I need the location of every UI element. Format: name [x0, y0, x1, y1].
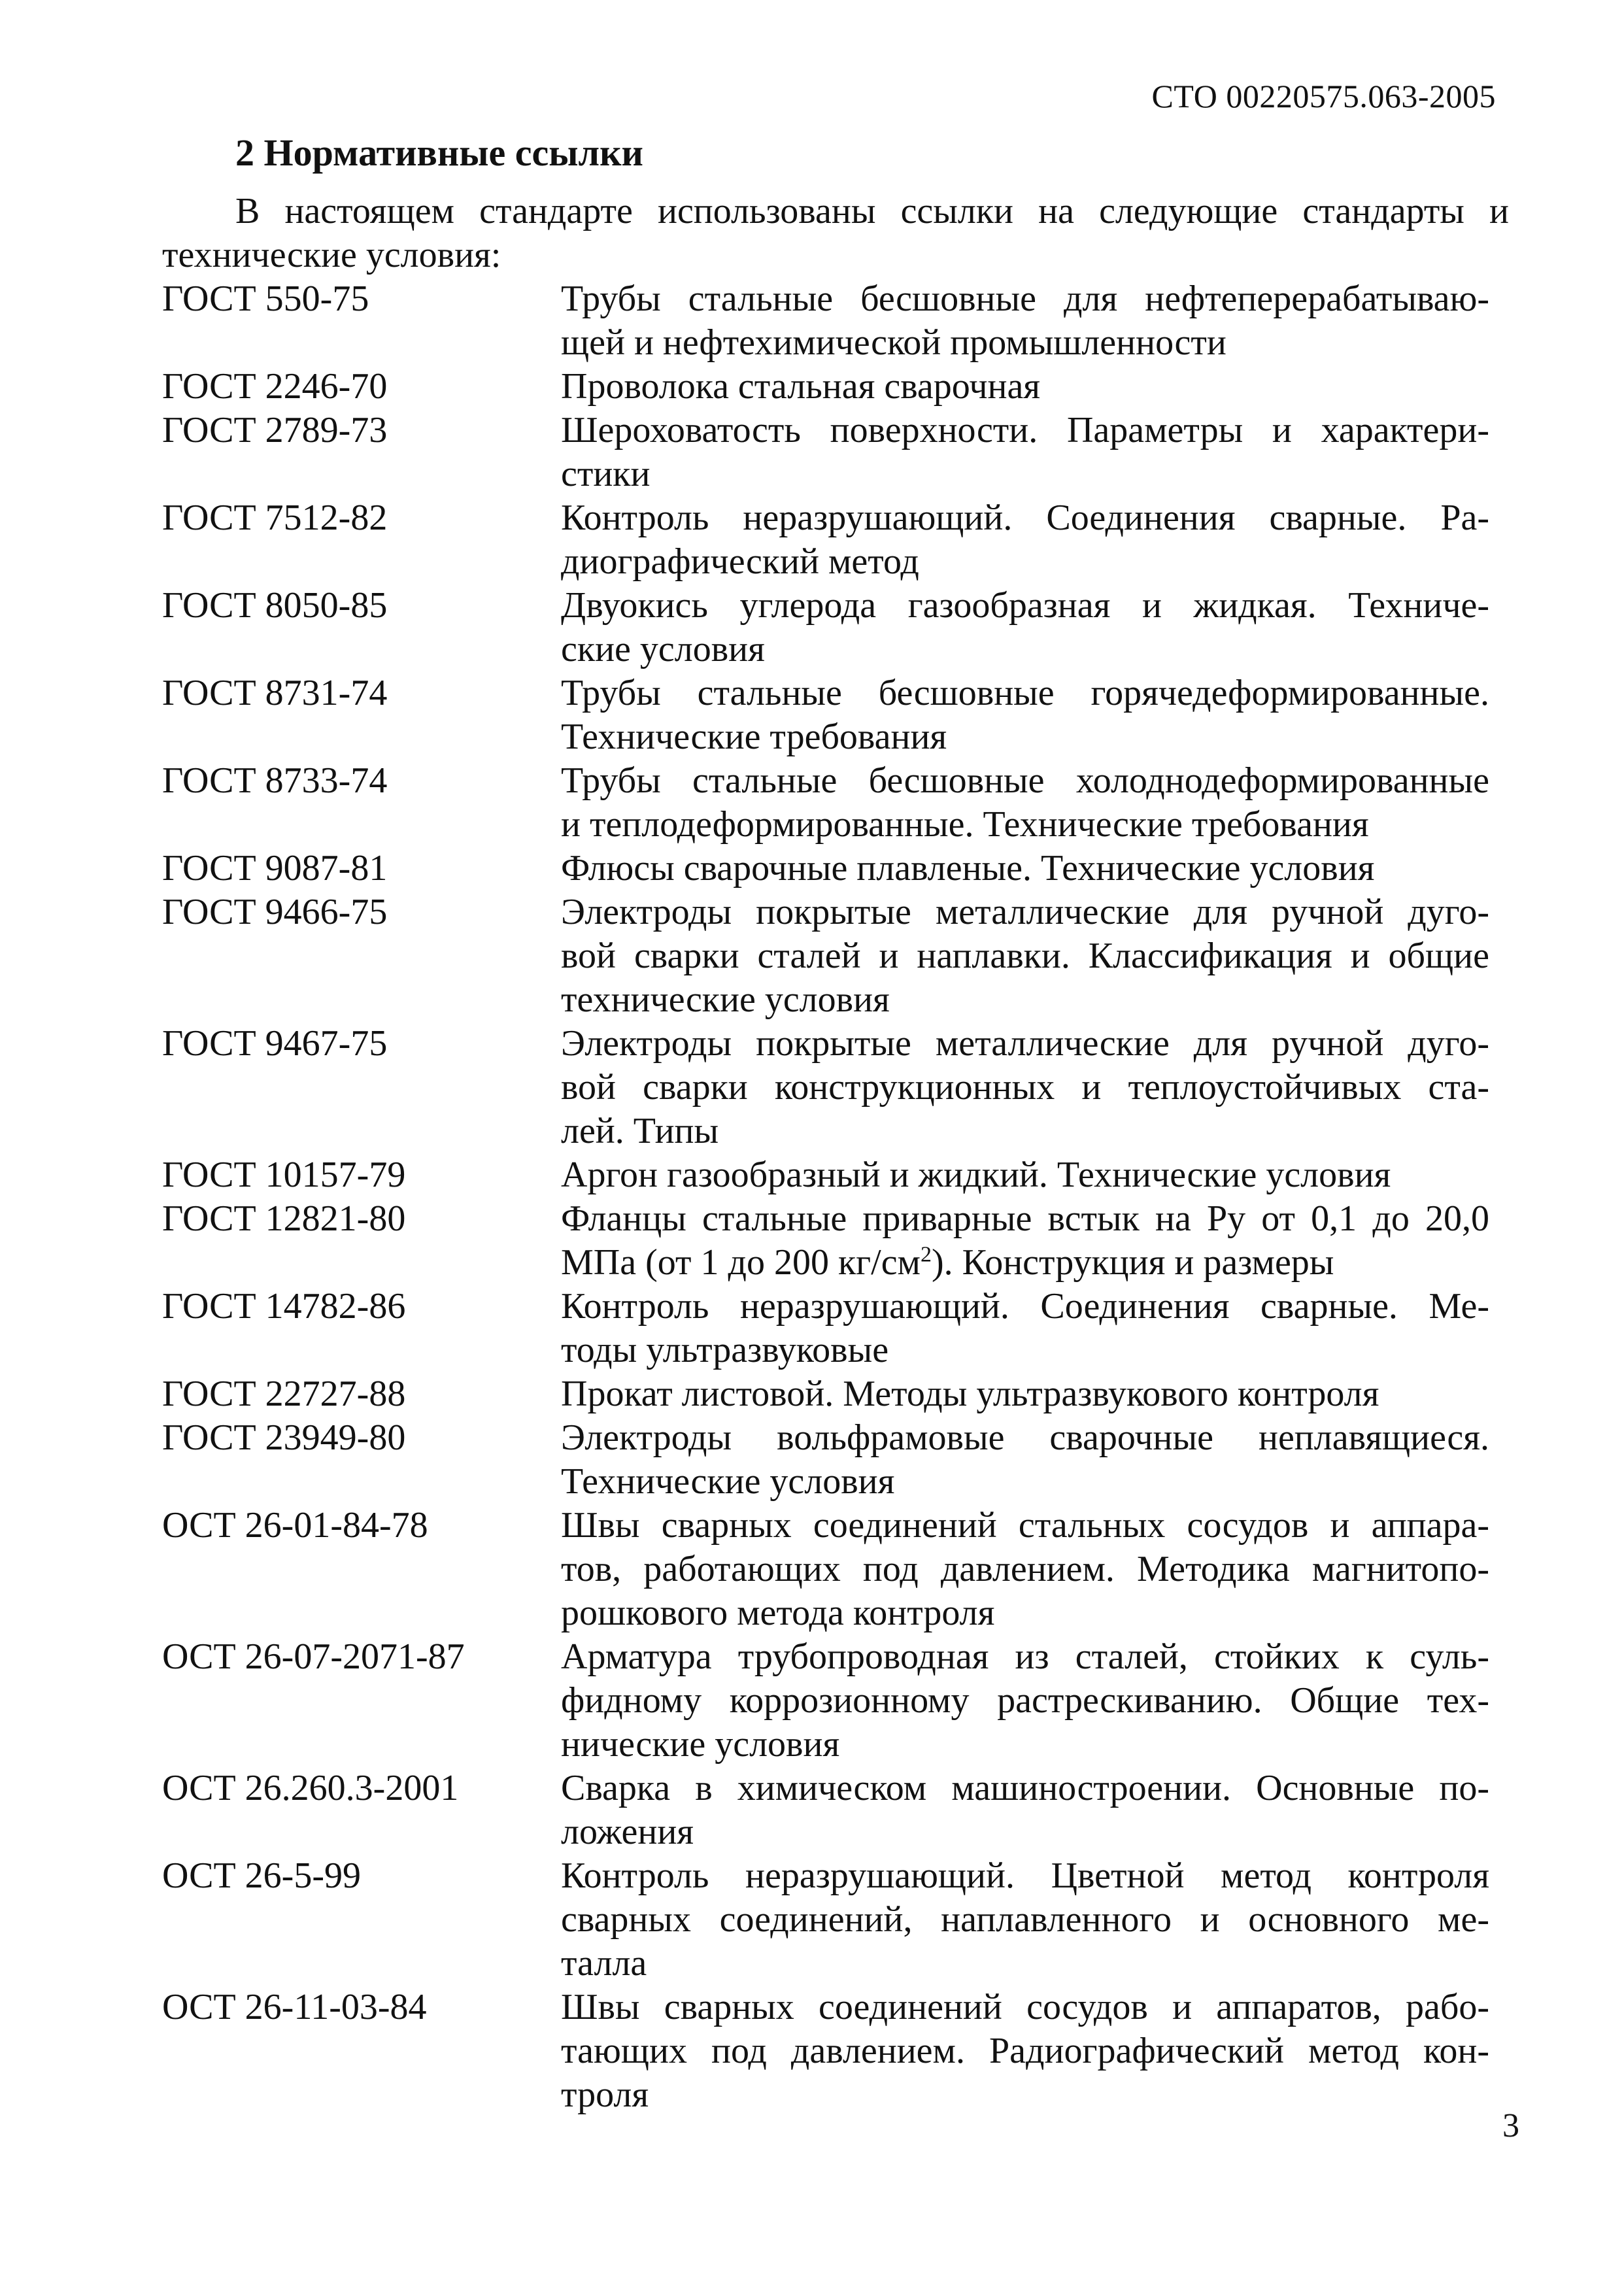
reference-title-line: нические условия: [561, 1724, 840, 1765]
reference-item: [162, 1285, 1489, 1372]
reference-item: [162, 1986, 1489, 2117]
reference-title-line: троля: [561, 2074, 649, 2115]
reference-item: [162, 671, 1489, 759]
reference-item: [162, 1153, 1489, 1197]
reference-title-line: ские условия: [561, 629, 765, 669]
reference-title: [561, 584, 1489, 671]
reference-title-line: стики: [561, 454, 651, 494]
reference-title-text: ). Конструкция и размеры: [932, 1242, 1334, 1283]
reference-title-line: сварных соединений, наплавленного и основного ме-: [561, 1899, 1489, 1940]
reference-item: [162, 759, 1489, 847]
reference-title: [561, 671, 1489, 759]
reference-title-line: Швы сварных соединений сосудов и аппаратов, рабо-: [561, 1987, 1489, 2027]
reference-title-line: Прокат листовой. Методы ультразвукового контроля: [561, 1374, 1379, 1414]
reference-title-line: Электроды покрытые металлические для ручной дуго-: [561, 892, 1489, 932]
reference-code: ОСТ 26.260.3-2001: [162, 1768, 459, 1808]
reference-code: ГОСТ 2246-70: [162, 366, 388, 407]
reference-item: [162, 1022, 1489, 1153]
reference-code: ГОСТ 7512-82: [162, 498, 388, 538]
reference-title-line: Сварка в химическом машиностроении. Основные по-: [561, 1768, 1489, 1808]
reference-code: ГОСТ 23949-80: [162, 1417, 406, 1458]
intro-line: В настоящем стандарте использованы ссылки на следующие стандарты и: [235, 191, 1509, 231]
reference-title-line: Двуокись углерода газообразная и жидкая. Техниче-: [561, 585, 1489, 626]
reference-title-text: МПа (от 1 до 200 кг/см: [561, 1242, 921, 1283]
reference-code: ГОСТ 22727-88: [162, 1374, 406, 1414]
reference-title-line: Электроды вольфрамовые сварочные неплавящиеся.: [561, 1417, 1489, 1458]
reference-title-line: тающих под давлением. Радиографический метод кон-: [561, 2031, 1489, 2071]
reference-title: [561, 1767, 1489, 1854]
reference-title-line: технические условия: [561, 979, 890, 1020]
reference-title-line: Флюсы сварочные плавленые. Технические условия: [561, 848, 1375, 888]
reference-title: [561, 1372, 1489, 1416]
reference-title: [561, 496, 1489, 584]
reference-title-line: Контроль неразрушающий. Цветной метод контроля: [561, 1855, 1489, 1896]
reference-code: ОСТ 26-07-2071-87: [162, 1636, 465, 1677]
reference-title-line: Трубы стальные бесшовные холоднодеформированные: [561, 760, 1489, 801]
reference-title-line: Швы сварных соединений стальных сосудов и аппара-: [561, 1505, 1489, 1546]
reference-title-line: Трубы стальные бесшовные горячедеформированные.: [561, 673, 1489, 713]
reference-code: ГОСТ 12821-80: [162, 1198, 406, 1239]
reference-title-line: вой сварки конструкционных и теплоустойчивых ста-: [561, 1067, 1489, 1108]
reference-code: ГОСТ 14782-86: [162, 1286, 406, 1327]
reference-title-line: [561, 1241, 1489, 1285]
reference-code: ГОСТ 9466-75: [162, 892, 388, 932]
reference-item: [162, 496, 1489, 584]
reference-item: [162, 409, 1489, 496]
reference-item: [162, 1854, 1489, 1986]
reference-title-line: щей и нефтехимической промышленности: [561, 322, 1226, 363]
reference-code: ГОСТ 8050-85: [162, 585, 388, 626]
reference-title: [561, 1986, 1489, 2117]
reference-title-line: Шероховатость поверхности. Параметры и характери-: [561, 410, 1489, 450]
reference-item: [162, 1197, 1489, 1285]
section-title: 2 Нормативные ссылки: [235, 131, 643, 174]
reference-title: [561, 847, 1489, 890]
reference-item: [162, 584, 1489, 671]
reference-title-line: Арматура трубопроводная из сталей, стойких к суль-: [561, 1636, 1489, 1677]
reference-code: ГОСТ 2789-73: [162, 410, 388, 450]
reference-title-line: и теплодеформированные. Технические требования: [561, 804, 1369, 845]
reference-title: [561, 1635, 1489, 1767]
reference-title-line: Технические условия: [561, 1461, 895, 1502]
reference-title: [561, 890, 1489, 1022]
document-code: СТО 00220575.063-2005: [1151, 78, 1496, 114]
reference-code: ГОСТ 8733-74: [162, 760, 388, 801]
superscript: 2: [921, 1242, 932, 1267]
reference-item: [162, 277, 1489, 365]
reference-title-line: диографический метод: [561, 541, 919, 582]
reference-code: ГОСТ 550-75: [162, 279, 369, 319]
reference-item: [162, 1372, 1489, 1416]
reference-title-line: рошкового метода контроля: [561, 1593, 995, 1633]
reference-code: ОСТ 26-11-03-84: [162, 1987, 427, 2027]
page-number: 3: [1502, 2107, 1519, 2144]
reference-title-line: Проволока стальная сварочная: [561, 366, 1041, 407]
reference-title-line: Технические требования: [561, 717, 947, 757]
references-list: [162, 277, 1489, 2117]
reference-item: [162, 1416, 1489, 1504]
reference-item: [162, 1504, 1489, 1635]
reference-title: [561, 277, 1489, 365]
reference-item: [162, 1767, 1489, 1854]
reference-title: [561, 1504, 1489, 1635]
reference-item: [162, 890, 1489, 1022]
reference-title-line: Аргон газообразный и жидкий. Технические условия: [561, 1155, 1391, 1195]
reference-title: [561, 1854, 1489, 1986]
reference-title: [561, 1416, 1489, 1504]
reference-code: ГОСТ 9087-81: [162, 848, 388, 888]
reference-title-line: Контроль неразрушающий. Соединения сварные. Ра-: [561, 498, 1489, 538]
reference-title-line: Контроль неразрушающий. Соединения сварные. Ме-: [561, 1286, 1489, 1327]
reference-title: [561, 1197, 1489, 1285]
reference-title-line: Фланцы стальные приварные встык на Ру от 0,1 до 20,0: [561, 1198, 1489, 1239]
reference-code: ОСТ 26-01-84-78: [162, 1505, 428, 1546]
reference-title: [561, 1153, 1489, 1197]
reference-title-line: вой сварки сталей и наплавки. Классификация и общие: [561, 936, 1489, 976]
reference-item: [162, 847, 1489, 890]
reference-code: ОСТ 26-5-99: [162, 1855, 361, 1896]
reference-title: [561, 365, 1489, 409]
reference-title: [561, 759, 1489, 847]
intro-line: технические условия:: [162, 235, 501, 275]
intro-paragraph: [162, 190, 1509, 277]
reference-title: [561, 1285, 1489, 1372]
reference-title: [561, 1022, 1489, 1153]
reference-title-line: талла: [561, 1943, 647, 1984]
reference-item: [162, 1635, 1489, 1767]
reference-title-line: фидному коррозионному растрескиванию. Общие тех-: [561, 1680, 1489, 1721]
reference-code: ГОСТ 8731-74: [162, 673, 388, 713]
reference-title-line: тоды ультразвуковые: [561, 1330, 889, 1370]
reference-title-line: Электроды покрытые металлические для ручной дуго-: [561, 1023, 1489, 1064]
reference-code: ГОСТ 10157-79: [162, 1155, 406, 1195]
reference-title: [561, 409, 1489, 496]
reference-title-line: тов, работающих под давлением. Методика магнитопо-: [561, 1549, 1489, 1589]
reference-title-line: Трубы стальные бесшовные для нефтеперерабатываю-: [561, 279, 1489, 319]
reference-title-line: ложения: [561, 1812, 694, 1852]
reference-code: ГОСТ 9467-75: [162, 1023, 388, 1064]
reference-item: [162, 365, 1489, 409]
reference-title-line: лей. Типы: [561, 1111, 719, 1151]
